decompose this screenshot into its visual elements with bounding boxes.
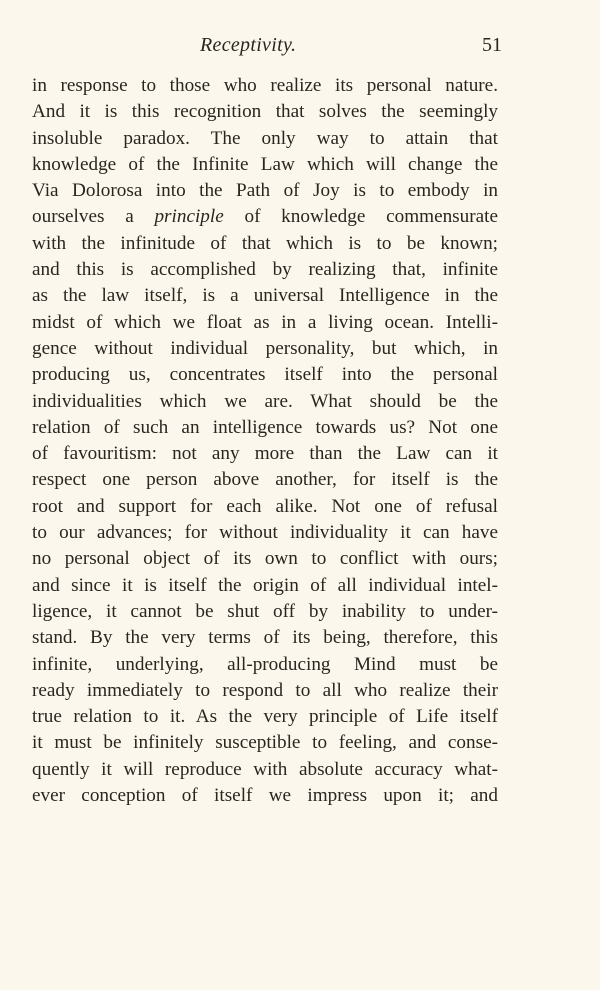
text-line: ever conception of itself we impress upon it; and — [32, 785, 498, 807]
text-line: of favouritism: not any more than the Law can it — [32, 443, 498, 465]
running-head — [0, 34, 600, 60]
text-line: no personal object of its own to conflict with ours; — [32, 548, 498, 570]
text-line: ligence, it cannot be shut off by inability to under- — [32, 600, 498, 622]
text-line-end: of knowledge commensurate — [244, 206, 498, 228]
text-line: individualities which we are. What should be the — [32, 390, 498, 412]
text-line: stand. By the very terms of its being, therefore, this — [32, 627, 498, 649]
text-line: ready immediately to respond to all who realize their — [32, 679, 498, 701]
text-line: producing us, concentrates itself into the personal — [32, 364, 498, 386]
page-number: 51 — [482, 34, 502, 56]
text-line: with the infinitude of that which is to be known; — [32, 232, 498, 254]
text-line: relation of such an intelligence towards us? Not one — [32, 416, 498, 438]
text-line: and since it is itself the origin of all individual intel- — [32, 574, 498, 596]
text-line: in response to those who realize its personal nature. — [32, 75, 498, 96]
text-line: Via Dolorosa into the Path of Joy is to embody in — [32, 180, 498, 202]
text-line: root and support for each alike. Not one of refusal — [32, 495, 498, 517]
text-line: gence without individual personality, but which, in — [32, 337, 498, 359]
text-line-with-emphasis — [32, 204, 498, 230]
text-line: midst of which we float as in a living ocean. Intelli- — [32, 311, 498, 333]
text-line: to our advances; for without individuality it can have — [32, 522, 498, 544]
text-line: knowledge of the Infinite Law which will change the — [32, 153, 498, 175]
text-line: as the law itself, is a universal Intelligence in the — [32, 285, 498, 307]
text-line: respect one person above another, for itself is the — [32, 469, 498, 491]
text-line: infinite, underlying, all-producing Mind must be — [32, 653, 498, 675]
text-line: it must be infinitely susceptible to feeling, and conse- — [32, 732, 498, 754]
body-text — [32, 73, 498, 809]
text-line: insoluble paradox. The only way to attain that — [32, 127, 498, 149]
text-line-start: ourselves a — [32, 206, 134, 228]
running-title: Receptivity. — [200, 34, 297, 56]
emphasized-word: principle — [154, 206, 224, 228]
text-line: and this is accomplished by realizing that, infinite — [32, 259, 498, 281]
text-line: And it is this recognition that solves the seemingly — [32, 101, 498, 123]
text-line: quently it will reproduce with absolute accuracy what- — [32, 758, 498, 780]
text-line: true relation to it. As the very principle of Life itself — [32, 706, 498, 728]
